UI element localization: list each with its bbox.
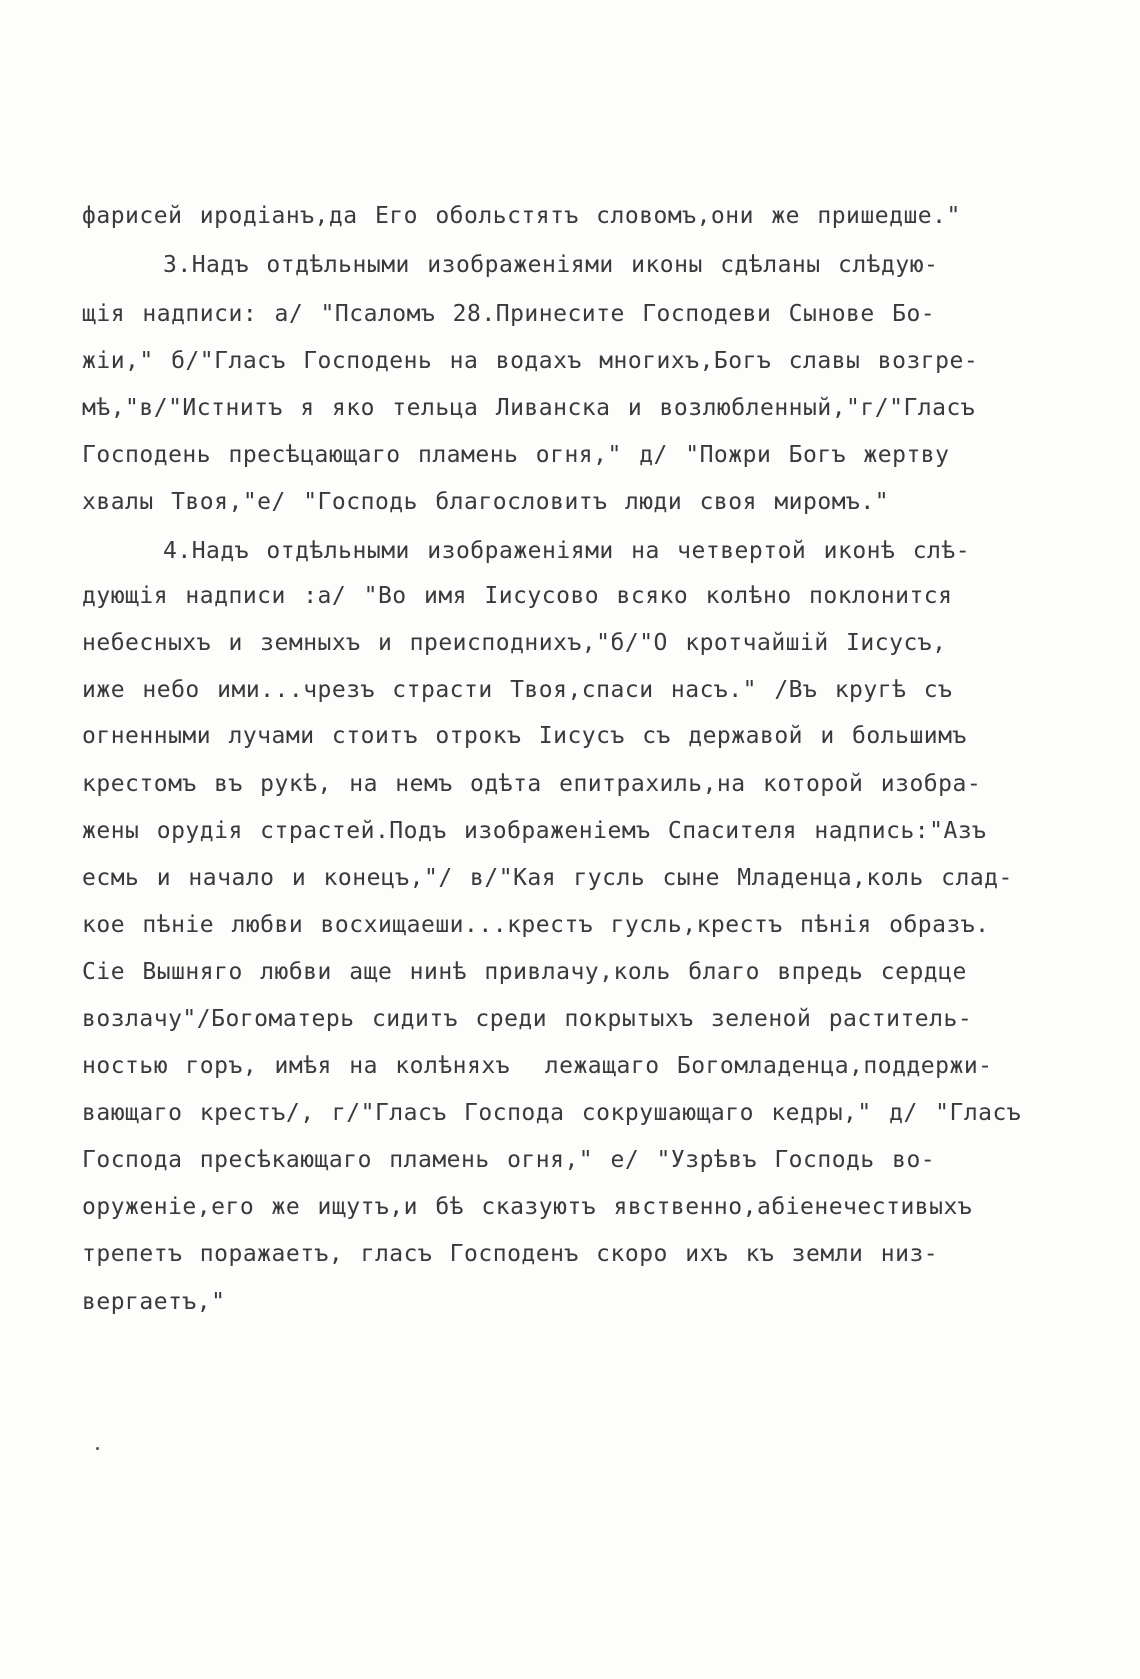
text-line: оруженіе,его же ищутъ,и бѣ сказуютъ явственно,абіенечестивыхъ xyxy=(82,1194,973,1220)
text-line: жіи," б/"Гласъ Господень на водахъ многихъ,Богъ славы возгре- xyxy=(82,348,979,374)
text-line: возлачу"/Богоматерь сидитъ среди покрытыхъ зеленой раститель- xyxy=(82,1006,973,1032)
text-line: небесныхъ и земныхъ и преисподнихъ,"б/"О кротчайшій Іисусъ, xyxy=(82,630,947,656)
text-line: иже небо ими...чрезъ страсти Твоя,спаси насъ." /Въ кругѣ съ xyxy=(82,677,953,703)
text-line: дующія надписи :а/ "Во имя Іисусово всяко колѣно поклонится xyxy=(82,583,953,609)
text-line: вающаго крестъ/, г/"Гласъ Господа сокрушающаго кедры," д/ "Гласъ xyxy=(82,1100,1022,1126)
text-line: 3.Надъ отдѣльными изображеніями иконы сдѣланы слѣдую- xyxy=(163,252,939,278)
text-line: кое пѣніе любви восхищаеши...крестъ гусль,крестъ пѣнія образъ. xyxy=(82,912,990,938)
text-line: хвалы Твоя,"е/ "Господь благословитъ люди своя миромъ." xyxy=(82,489,890,515)
text-line: Господа пресѣкающаго пламень огня," е/ "Узрѣвъ Господь во- xyxy=(82,1147,936,1173)
ink-speck xyxy=(96,1447,99,1450)
text-line: Господень пресѣцающаго пламень огня," д/ "Пожри Богъ жертву xyxy=(82,442,950,468)
text-line: Сіе Вышняго любви аще нинѣ привлачу,коль благо впредь сердце xyxy=(82,959,967,985)
text-line: трепетъ поражаетъ, гласъ Господенъ скоро ихъ къ земли низ- xyxy=(82,1241,939,1267)
text-line: крестомъ въ рукѣ, на немъ одѣта епитрахиль,на которой изобра- xyxy=(82,771,982,797)
text-line: щія надписи: а/ "Псаломъ 28.Принесите Господеви Сынове Бо- xyxy=(82,301,936,327)
text-line: жены орудія страстей.Подъ изображеніемъ Спасителя надпись:"Азъ xyxy=(82,818,987,844)
text-line: фарисей иродіанъ,да Его обольстятъ словомъ,они же пришедше." xyxy=(82,203,961,229)
text-line: 4.Надъ отдѣльными изображеніями на четвертой иконѣ слѣ- xyxy=(163,538,971,564)
text-line: мѣ,"в/"Истнитъ я яко тельца Ливанска и возлюбленный,"г/"Гласъ xyxy=(82,395,976,421)
text-line: есмь и начало и конецъ,"/ в/"Кая гусль сыне Младенца,коль слад- xyxy=(82,865,1013,891)
text-line: огненными лучами стоитъ отрокъ Іисусъ съ державой и большимъ xyxy=(82,723,967,749)
text-line: вергаетъ," xyxy=(82,1289,226,1315)
text-line: ностью горъ, имѣя на колѣняхъ лежащаго Богомладенца,поддержи- xyxy=(82,1053,993,1079)
